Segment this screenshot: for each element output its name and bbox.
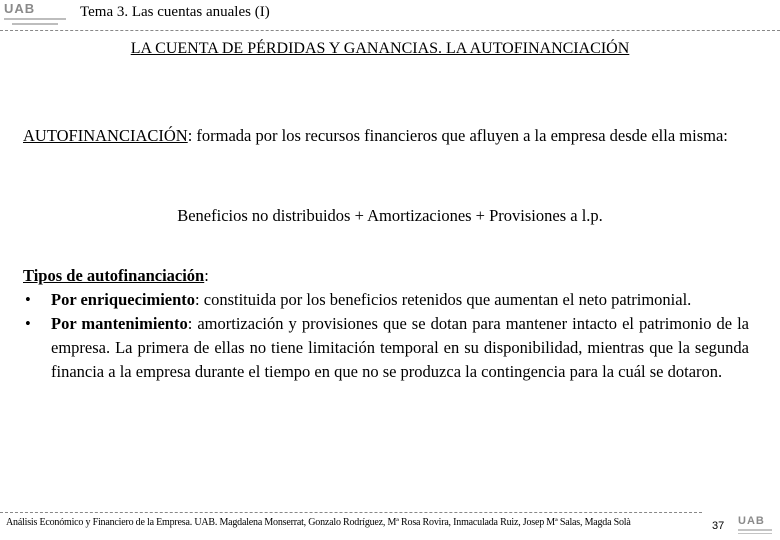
footer-credits: Análisis Económico y Financiero de la Empresa. UAB. Magdalena Monserrat, Gonzalo Rodríguez, Mª Rosa Rovira, Inmaculada Ruiz, Josep Mª Salas, Magda Solà bbox=[6, 517, 631, 528]
logo-line bbox=[738, 533, 772, 535]
list-item bbox=[23, 288, 749, 312]
types-section bbox=[23, 264, 749, 384]
logo-line bbox=[12, 23, 58, 25]
definition-text: : formada por los recursos financieros que afluyen a la empresa desde ella misma: bbox=[187, 126, 728, 145]
slide-title: LA CUENTA DE PÉRDIDAS Y GANANCIAS. LA AUTOFINANCIACIÓN bbox=[130, 40, 630, 57]
formula: Beneficios no distribuidos + Amortizaciones + Provisiones a l.p. bbox=[177, 206, 603, 225]
bullet-icon: • bbox=[25, 314, 31, 333]
type-text: : amortización y provisiones que se dotan para mantener intacto el patrimonio de la empresa. La primera de ellas no tiene limitación temporal en su disponibilidad, mientras que la segunda financia a la empresa durante el tiempo en que no se produzca la contingencia para la cuál se dotaron. bbox=[51, 314, 750, 381]
page-number: 37 bbox=[712, 520, 725, 532]
definition-term: AUTOFINANCIACIÓN bbox=[23, 126, 188, 145]
logo-wordmark: UAB bbox=[738, 515, 765, 527]
uab-logo-footer bbox=[738, 516, 778, 538]
list-item bbox=[23, 312, 749, 384]
logo-wordmark: UAB bbox=[4, 1, 36, 16]
types-heading-colon: : bbox=[204, 266, 209, 285]
definition-paragraph bbox=[23, 124, 749, 148]
type-term: Por mantenimiento bbox=[51, 314, 188, 333]
logo-line bbox=[4, 18, 66, 20]
type-text: : constituida por los beneficios retenidos que aumentan el neto patrimonial. bbox=[195, 290, 692, 309]
logo-line bbox=[738, 529, 772, 531]
types-heading-line bbox=[23, 264, 749, 288]
types-list bbox=[23, 288, 749, 384]
bullet-icon: • bbox=[25, 290, 31, 309]
types-heading: Tipos de autofinanciación bbox=[23, 266, 205, 285]
type-term: Por enriquecimiento bbox=[51, 290, 196, 309]
header-divider bbox=[0, 30, 780, 31]
footer-divider bbox=[0, 512, 702, 513]
header-title: Tema 3. Las cuentas anuales (I) bbox=[80, 4, 270, 20]
